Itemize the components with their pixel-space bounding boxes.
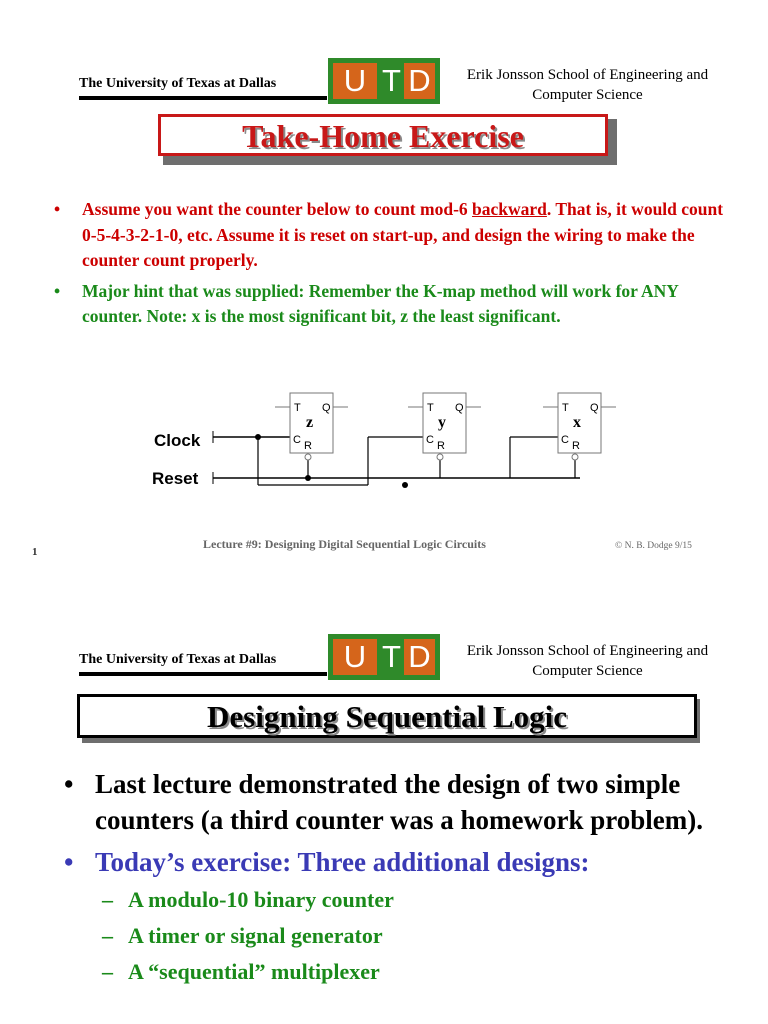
- flipflop-x: [543, 393, 616, 460]
- reset-junction-2: [402, 482, 408, 488]
- svg-text:Q: Q: [455, 402, 464, 414]
- svg-text:C: C: [561, 434, 569, 446]
- svg-text:T: T: [427, 402, 434, 414]
- svg-text:R: R: [437, 440, 445, 452]
- university-name: The University of Texas at Dallas: [79, 76, 277, 91]
- logo-letter-d: D: [404, 63, 435, 99]
- header-rule: [79, 96, 327, 100]
- school-name: Erik Jonsson School of Engineering and Computer Science: [466, 67, 709, 103]
- counter-circuit-diagram: [140, 385, 620, 500]
- university-name: The University of Texas at Dallas: [79, 652, 277, 667]
- subitem-modulo-counter: – A modulo-10 binary counter: [102, 887, 394, 912]
- flipflop-x-label: x: [573, 414, 581, 431]
- flipflop-y-label: y: [438, 414, 446, 431]
- logo-letter-u: U: [333, 639, 377, 675]
- flipflop-y: [408, 393, 481, 460]
- copyright-footer: © N. B. Dodge 9/15: [615, 541, 692, 551]
- clock-label: Clock: [154, 431, 201, 450]
- reset-label: Reset: [152, 469, 199, 488]
- logo-letter-t: T: [382, 639, 401, 674]
- flipflop-z-label: z: [306, 414, 314, 431]
- page-title: Designing Sequential Logic: [77, 694, 697, 738]
- subitem-multiplexer: – A “sequential” multiplexer: [102, 959, 380, 984]
- svg-text:R: R: [304, 440, 312, 452]
- flipflop-z: [275, 393, 348, 460]
- bullet-assumption: • Assume you want the counter below to count mod-6 backward. That is, it would count 0-5-4-3-2-1-0, etc. Assume it is reset on start-up, and design the wiring to make the counter count properly.: [54, 199, 724, 270]
- svg-text:R: R: [572, 440, 580, 452]
- page-title: Take-Home Exercise: [158, 114, 608, 156]
- lecture-bullets: [64, 766, 744, 990]
- subitem-timer: – A timer or signal generator: [102, 923, 383, 948]
- logo-letter-u: U: [333, 63, 377, 99]
- svg-text:C: C: [293, 434, 301, 446]
- utd-logo: [328, 634, 440, 680]
- logo-letter-t: T: [382, 63, 401, 98]
- emphasis-backward: backward: [472, 199, 547, 219]
- svg-text:Q: Q: [322, 402, 331, 414]
- bullet-todays-exercise: • Today’s exercise: Three additional designs:: [64, 847, 590, 877]
- svg-text:Q: Q: [590, 402, 599, 414]
- svg-text:T: T: [562, 402, 569, 414]
- page-number: 1: [32, 546, 38, 558]
- lecture-footer: Lecture #9: Designing Digital Sequential Logic Circuits: [203, 537, 486, 551]
- utd-logo: [328, 58, 440, 104]
- logo-letter-d: D: [404, 639, 435, 675]
- school-name: Erik Jonsson School of Engineering and Computer Science: [466, 643, 709, 679]
- header-rule: [79, 672, 327, 676]
- bullet-last-lecture: • Last lecture demonstrated the design of two simple counters (a third counter was a homework problem).: [64, 769, 703, 835]
- svg-text:T: T: [294, 402, 301, 414]
- bullet-hint: • Major hint that was supplied: Remember the K-map method will work for ANY counter. Note: x is the most significant bit, z the least significant.: [54, 280, 679, 326]
- exercise-bullets: [54, 197, 734, 335]
- svg-text:C: C: [426, 434, 434, 446]
- slide-2: [0, 576, 768, 1024]
